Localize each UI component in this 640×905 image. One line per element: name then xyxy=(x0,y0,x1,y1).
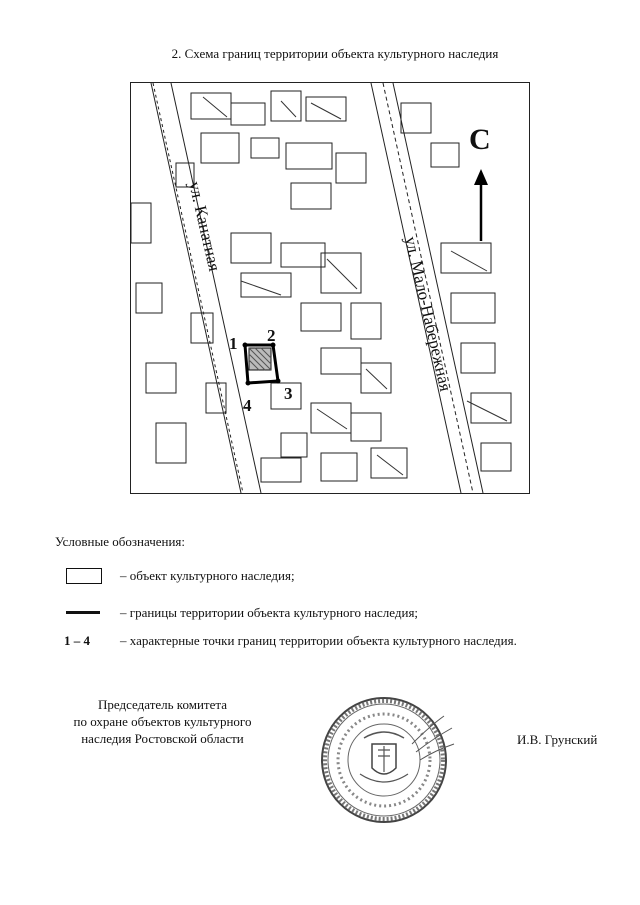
legend-item-points xyxy=(0,633,640,653)
boundary-point-4-marker xyxy=(246,381,251,386)
signer-position-line-1: Председатель комитета xyxy=(98,697,227,712)
boundary-point-label-2: 2 xyxy=(267,326,276,345)
street-kanatnaya-band xyxy=(151,83,261,493)
legend-object-box-symbol xyxy=(66,568,102,584)
street-label-malo-naberezhnaya: ул. Мало-Набережная xyxy=(401,234,456,394)
legend-item-object-text: – объект культурного наследия; xyxy=(120,568,295,583)
boundary-point-label-3: 3 xyxy=(284,384,293,403)
legend-points-symbol: 1 – 4 xyxy=(64,633,90,648)
map-hatch-details xyxy=(203,97,507,475)
street-label-kanatnaya: ул. Канатная xyxy=(185,179,225,274)
boundary-point-1-marker xyxy=(243,343,248,348)
official-seal-icon xyxy=(312,686,462,841)
boundary-point-label-4: 4 xyxy=(243,396,252,415)
north-label: С xyxy=(469,123,491,156)
legend-item-boundary-text: – границы территории объекта культурного наследия; xyxy=(120,605,419,620)
boundary-point-label-1: 1 xyxy=(229,334,238,353)
signer-position-line-3: наследия Ростовской области xyxy=(81,731,244,746)
building-outlines xyxy=(131,91,511,482)
boundary-point-3-marker xyxy=(276,379,281,384)
heritage-object-polygon xyxy=(249,348,271,370)
signer-position-line-2: по охране объектов культурного xyxy=(73,714,252,729)
legend-item-object xyxy=(0,568,640,588)
legend-item-points-text: – характерные точки границ территории объекта культурного наследия. xyxy=(120,633,517,648)
north-arrow-icon xyxy=(474,169,488,241)
legend-boundary-line-symbol xyxy=(66,611,100,614)
legend-item-boundary xyxy=(0,605,640,625)
page-title: 2. Схема границ территории объекта культурного наследия xyxy=(171,46,499,61)
signer-position xyxy=(50,696,275,747)
boundary-scheme-map xyxy=(130,82,530,494)
legend-heading: Условные обозначения: xyxy=(55,534,186,549)
signer-name: И.В. Грунский xyxy=(517,732,598,747)
